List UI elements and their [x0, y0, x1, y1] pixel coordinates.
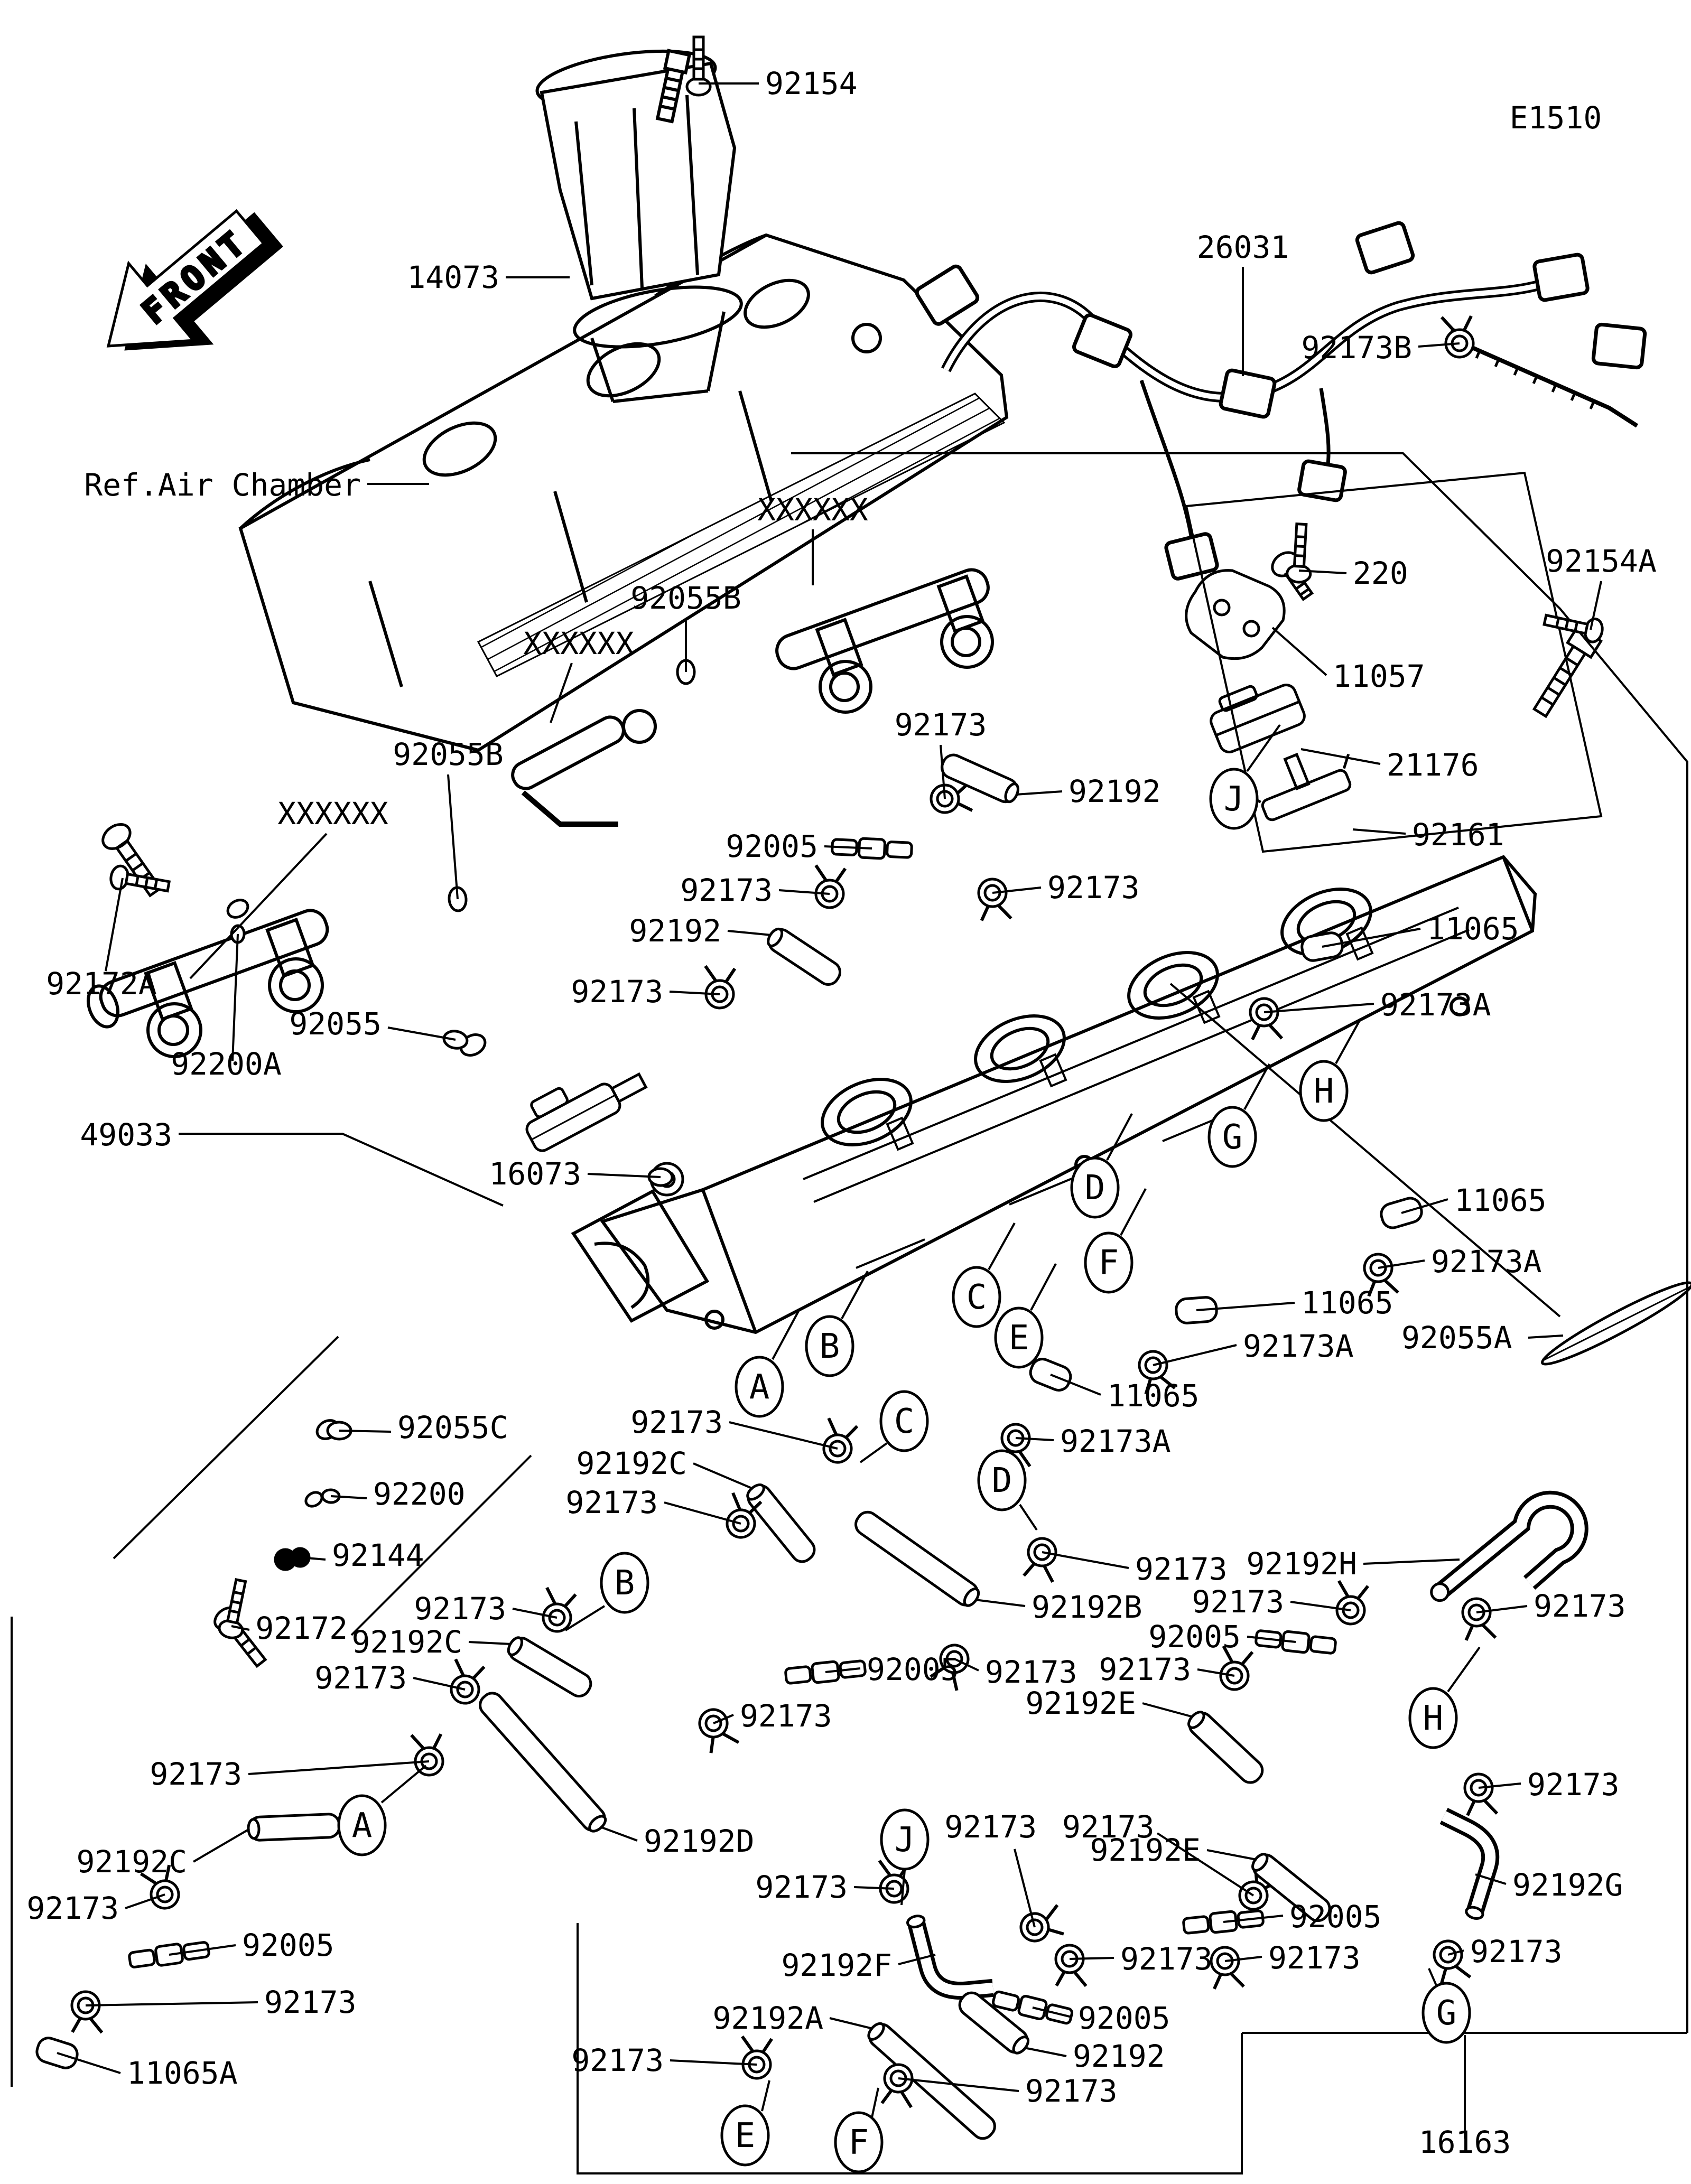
- svg-text:B: B: [614, 1564, 635, 1603]
- part-label-92192[interactable]: 92192: [629, 913, 721, 949]
- part-glyph-92173b: [1442, 315, 1474, 358]
- part-label-92005[interactable]: 92005: [867, 1651, 959, 1687]
- part-label-220[interactable]: 220: [1353, 555, 1408, 591]
- callout-c[interactable]: [953, 1267, 1000, 1327]
- part-label-92055c[interactable]: 92055C: [397, 1410, 508, 1445]
- svg-text:C: C: [966, 1278, 987, 1317]
- part-label-92173[interactable]: 92173: [1527, 1767, 1620, 1803]
- callout-j[interactable]: [881, 1810, 928, 1869]
- part-label-92173[interactable]: 92173: [894, 707, 987, 743]
- callout-b[interactable]: [601, 1553, 648, 1612]
- callout-f[interactable]: [835, 2113, 882, 2172]
- part-label-92005[interactable]: 92005: [1289, 1899, 1382, 1935]
- part-glyph-92173: [977, 878, 1011, 922]
- part-label-xxxxxx[interactable]: XXXXXX: [277, 796, 388, 832]
- part-label-92192g[interactable]: 92192G: [1512, 1867, 1623, 1903]
- part-label-92173[interactable]: 92173: [571, 974, 663, 1010]
- part-glyph-92192: [761, 925, 848, 990]
- part-label-11057[interactable]: 11057: [1333, 658, 1425, 694]
- part-label-92173a[interactable]: 92173A: [1380, 987, 1491, 1023]
- callout-d[interactable]: [979, 1451, 1025, 1510]
- part-glyph-92173: [819, 1418, 858, 1465]
- part-label-92173[interactable]: 92173: [985, 1654, 1077, 1690]
- part-glyph-92173: [882, 2063, 916, 2107]
- part-glyph-92192e: [1174, 1706, 1278, 1790]
- svg-text:E: E: [735, 2116, 756, 2155]
- part-label-92172[interactable]: 92172: [255, 1610, 348, 1646]
- svg-text:A: A: [351, 1806, 373, 1845]
- part-label-92173[interactable]: 92173: [264, 1984, 357, 2020]
- part-label-92173[interactable]: 92173: [26, 1890, 119, 1926]
- callout-a[interactable]: [339, 1796, 385, 1855]
- part-label-92173[interactable]: 92173: [944, 1809, 1037, 1845]
- part-label-92172a[interactable]: 92172A: [46, 966, 157, 1002]
- part-label-92173[interactable]: 92173: [740, 1698, 832, 1734]
- part-label-92192d[interactable]: 92192D: [644, 1823, 755, 1859]
- part-label-92173[interactable]: 92173: [1047, 870, 1140, 906]
- seal-92055a-drawing: [1170, 984, 1691, 1373]
- part-label-92173[interactable]: 92173: [1120, 1941, 1213, 1977]
- part-glyph-92192g: [1417, 1816, 1507, 1920]
- part-label-92154[interactable]: 92154: [765, 66, 858, 101]
- svg-text:G: G: [1436, 1994, 1457, 2033]
- part-label-92192h[interactable]: 92192H: [1246, 1546, 1357, 1582]
- part-glyph-92192c: [504, 1634, 597, 1701]
- part-label-92192f[interactable]: 92192F: [781, 1947, 892, 1983]
- part-glyph-92173: [72, 1991, 102, 2033]
- callout-h[interactable]: [1410, 1688, 1456, 1748]
- part-label-92005[interactable]: 92005: [1078, 2000, 1170, 2036]
- callout-b[interactable]: [806, 1317, 853, 1376]
- callout-a[interactable]: [736, 1357, 783, 1416]
- part-label-92192c[interactable]: 92192C: [76, 1844, 187, 1880]
- part-label-92192e[interactable]: 92192E: [1090, 1832, 1201, 1868]
- part-label-11065a[interactable]: 11065A: [127, 2055, 238, 2091]
- part-glyph-92173: [1333, 1581, 1368, 1626]
- part-label-92173[interactable]: 92173: [414, 1591, 506, 1627]
- svg-text:H: H: [1423, 1699, 1444, 1738]
- svg-text:G: G: [1222, 1118, 1243, 1157]
- part-label-92200a[interactable]: 92200A: [171, 1046, 282, 1082]
- part-label-14073[interactable]: 14073: [407, 259, 499, 295]
- part-label-92192c[interactable]: 92192C: [576, 1445, 687, 1481]
- part-label-xxxxxx[interactable]: XXXXXX: [523, 626, 634, 661]
- callout-g[interactable]: [1423, 1983, 1470, 2042]
- part-label-92055[interactable]: 92055: [289, 1006, 382, 1042]
- svg-text:E: E: [1008, 1319, 1029, 1358]
- part-glyph-92173: [447, 1659, 485, 1706]
- part-glyph-92173: [813, 865, 846, 909]
- part-glyph-92173: [1461, 1597, 1495, 1641]
- part-label-xxxxxx[interactable]: XXXXXX: [757, 492, 868, 528]
- callout-e[interactable]: [996, 1308, 1042, 1367]
- svg-text:J: J: [1223, 780, 1244, 819]
- part-label-11065[interactable]: 11065: [1427, 911, 1519, 947]
- part-label-92173[interactable]: 92173: [565, 1485, 658, 1520]
- part-label-92173b[interactable]: 92173B: [1301, 330, 1412, 366]
- part-label-92173[interactable]: 92173: [1062, 1809, 1155, 1845]
- part-label-92173[interactable]: 92173: [571, 2042, 664, 2078]
- part-glyph-92172a: [109, 864, 170, 898]
- part-glyph-92192h: [1427, 1498, 1582, 1601]
- part-glyph-92173: [411, 1733, 443, 1776]
- front-arrow-label: FRONT: [134, 221, 256, 332]
- part-label-92055b[interactable]: 92055B: [393, 736, 504, 772]
- part-glyph-92192c: [239, 1777, 349, 1877]
- part-label-92005[interactable]: 92005: [1148, 1619, 1241, 1655]
- part-label-92173[interactable]: 92173: [755, 1869, 848, 1905]
- part-glyph-92173: [1024, 1536, 1060, 1582]
- part-glyph-92154a: [1543, 609, 1604, 643]
- svg-text:D: D: [991, 1461, 1012, 1500]
- part-label-92173[interactable]: 92173: [1192, 1584, 1284, 1620]
- part-glyph-92173a: [1249, 997, 1282, 1041]
- part-label-92192e[interactable]: 92192E: [1025, 1685, 1136, 1721]
- svg-text:C: C: [894, 1402, 915, 1441]
- part-label-92192c[interactable]: 92192C: [351, 1624, 462, 1660]
- part-glyph-92192b: [843, 1507, 990, 1611]
- part-label-49033[interactable]: 49033: [80, 1117, 172, 1153]
- part-glyph-92173: [1464, 1772, 1497, 1816]
- part-glyph-92173: [740, 2037, 772, 2079]
- part-glyph-92173: [1431, 1937, 1470, 1985]
- part-label-e1510[interactable]: E1510: [1509, 100, 1602, 136]
- callout-d[interactable]: [1072, 1158, 1118, 1217]
- part-label-16073[interactable]: 16073: [489, 1156, 581, 1192]
- part-label-26031[interactable]: 26031: [1196, 229, 1289, 265]
- part-label-11065[interactable]: 11065: [1107, 1378, 1200, 1414]
- callout-e[interactable]: [722, 2106, 768, 2165]
- part-label-92173[interactable]: 92173: [1534, 1588, 1626, 1624]
- part-label-92173a[interactable]: 92173A: [1243, 1328, 1354, 1364]
- svg-text:J: J: [894, 1821, 915, 1860]
- callout-j[interactable]: [1211, 769, 1257, 828]
- part-label-92173[interactable]: 92173: [1135, 1551, 1228, 1587]
- part-label-92200[interactable]: 92200: [373, 1476, 466, 1512]
- callout-h[interactable]: [1300, 1061, 1347, 1121]
- part-label-92173[interactable]: 92173: [150, 1756, 242, 1792]
- part-glyph-92192f: [906, 1902, 993, 2004]
- part-label-92173[interactable]: 92173: [314, 1660, 407, 1696]
- part-label-92173[interactable]: 92173: [1099, 1651, 1191, 1687]
- svg-text:F: F: [1098, 1244, 1119, 1283]
- part-label-92192a[interactable]: 92192A: [712, 2000, 823, 2036]
- part-label-92192[interactable]: 92192: [1069, 773, 1161, 809]
- part-label-ref-air-chamber[interactable]: Ref.Air Chamber: [84, 467, 361, 503]
- svg-text:D: D: [1084, 1169, 1105, 1208]
- part-glyph-92173: [1210, 1946, 1243, 1990]
- part-label-92173[interactable]: 92173: [1470, 1934, 1563, 1970]
- part-label-92173[interactable]: 92173: [630, 1404, 723, 1440]
- part-glyph-92192d: [447, 1685, 637, 1838]
- part-label-92192[interactable]: 92192: [1073, 2038, 1165, 2074]
- part-label-92161[interactable]: 92161: [1412, 817, 1504, 853]
- part-glyph-92173: [1055, 1945, 1086, 1986]
- part-label-92144[interactable]: 92144: [332, 1537, 424, 1573]
- part-label-92055a[interactable]: 92055A: [1401, 1320, 1512, 1356]
- part-label-11065[interactable]: 11065: [1301, 1285, 1393, 1321]
- callout-f[interactable]: [1085, 1233, 1132, 1292]
- fuel-pipe-drawing: [508, 711, 655, 824]
- callout-g[interactable]: [1209, 1107, 1256, 1166]
- part-label-92173[interactable]: 92173: [1025, 2073, 1118, 2109]
- part-label-92173[interactable]: 92173: [1268, 1940, 1361, 1976]
- part-label-92173[interactable]: 92173: [680, 872, 773, 908]
- part-label-21176[interactable]: 21176: [1387, 747, 1479, 783]
- part-label-92005[interactable]: 92005: [242, 1927, 335, 1963]
- part-label-11065[interactable]: 11065: [1454, 1182, 1547, 1218]
- svg-text:H: H: [1313, 1072, 1334, 1111]
- part-label-92173a[interactable]: 92173A: [1431, 1244, 1542, 1280]
- part-label-92055b[interactable]: 92055B: [630, 580, 741, 616]
- part-label-16163[interactable]: 16163: [1418, 2124, 1511, 2160]
- svg-text:A: A: [749, 1368, 770, 1407]
- part-label-92005[interactable]: 92005: [726, 828, 818, 864]
- callout-c[interactable]: [881, 1392, 927, 1451]
- svg-text:F: F: [848, 2123, 869, 2162]
- part-glyph-92173: [1017, 1905, 1064, 1944]
- part-glyph-92173: [703, 966, 735, 1009]
- part-label-92173a[interactable]: 92173A: [1060, 1423, 1171, 1459]
- fuel-rail-top-drawing: [773, 565, 993, 712]
- part-label-92192b[interactable]: 92192B: [1032, 1589, 1142, 1625]
- front-arrow: [76, 181, 300, 395]
- part-label-92154a[interactable]: 92154A: [1546, 543, 1657, 579]
- svg-text:B: B: [819, 1327, 840, 1366]
- part-glyph-92173: [695, 1704, 739, 1754]
